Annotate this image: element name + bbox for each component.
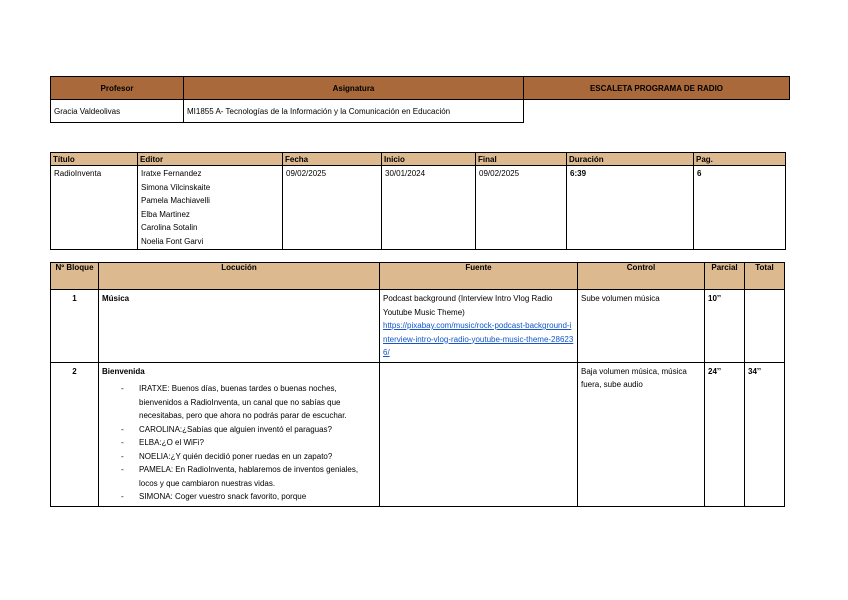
document-title: ESCALETA PROGRAMA DE RADIO [524, 77, 790, 100]
list-item: - ELBA:¿O el WiFi? [139, 436, 376, 450]
empty-cell [524, 100, 790, 123]
locution-list [102, 382, 376, 504]
block-number: 1 [51, 290, 99, 363]
fuente-cell [380, 290, 578, 363]
col-locucion: Locución [99, 263, 380, 290]
pag-value: 6 [694, 166, 786, 250]
table-row [51, 290, 785, 363]
list-item: - IRATXE: Buenos días, buenas tardes o buenas noches, bienvenidos a RadioInventa, un canal que no sabías que necesitabas, pero que ahora no podrás parar de escuchar. [139, 382, 376, 423]
col-fuente: Fuente [380, 263, 578, 290]
list-item: - NOELIA:¿Y quién decidió poner ruedas en un zapato? [139, 450, 376, 464]
total-value [745, 290, 785, 363]
col-pag: Pag. [694, 153, 786, 166]
asignatura-header: Asignatura [184, 77, 524, 100]
list-item: - SIMONA: Coger vuestro snack favorito, porque [139, 490, 376, 504]
col-editor: Editor [138, 153, 283, 166]
col-duracion: Duración [567, 153, 694, 166]
block-title: Música [99, 290, 380, 363]
locucion-cell [99, 362, 380, 506]
total-value: 34’’ [745, 362, 785, 506]
editor-name: Simona Vilcinskaite [141, 182, 211, 192]
parcial-value: 24’’ [705, 362, 745, 506]
editor-name: Iratxe Fernandez [141, 169, 202, 178]
duracion-value: 6:39 [567, 166, 694, 250]
asignatura-value: MI1855 A- Tecnologías de la Información y la Comunicación en Educación [184, 100, 524, 123]
block-number: 2 [51, 362, 99, 506]
fuente-cell [380, 362, 578, 506]
col-parcial: Parcial [705, 263, 745, 290]
inicio-value: 30/01/2024 [382, 166, 476, 250]
titulo-value: RadioInventa [51, 166, 138, 250]
fuente-text: Podcast background (Interview Intro Vlog Radio Youtube Music Theme) [383, 294, 553, 317]
col-inicio: Inicio [382, 153, 476, 166]
header-table [50, 76, 790, 123]
fuente-link[interactable]: https://pixabay.com/music/rock-podcast-background-interview-intro-vlog-radio-youtube-music-theme-286236/ [383, 321, 574, 357]
col-num-bloque: Nº Bloque [51, 263, 99, 290]
profesor-header: Profesor [51, 77, 184, 100]
list-item: - PAMELA: En RadioInventa, hablaremos de inventos geniales, locos y que cambiaron nuestras vidas. [139, 463, 376, 490]
col-final: Final [476, 153, 567, 166]
editor-name: Elba Martinez [141, 209, 190, 219]
list-item: - CAROLINA:¿Sabías que alguien inventó el paraguas? [139, 423, 376, 437]
editor-name: Carolina Sotalin [141, 223, 198, 232]
fecha-value: 09/02/2025 [283, 166, 382, 250]
col-fecha: Fecha [283, 153, 382, 166]
editor-list [138, 166, 283, 250]
control-value: Baja volumen música, música fuera, sube audio [578, 362, 705, 506]
col-control: Control [578, 263, 705, 290]
control-value: Sube volumen música [578, 290, 705, 363]
info-table [50, 152, 786, 250]
col-titulo: Título [51, 153, 138, 166]
editor-name: Pamela Machiavelli [141, 196, 210, 205]
block-title: Bienvenida [102, 366, 145, 376]
col-total: Total [745, 263, 785, 290]
final-value: 09/02/2025 [476, 166, 567, 250]
profesor-value: Gracia Valdeolivas [51, 100, 184, 123]
table-row [51, 362, 785, 506]
blocks-table [50, 262, 785, 507]
parcial-value: 10’’ [705, 290, 745, 363]
editor-name: Noelia Font Garvi [141, 236, 204, 246]
